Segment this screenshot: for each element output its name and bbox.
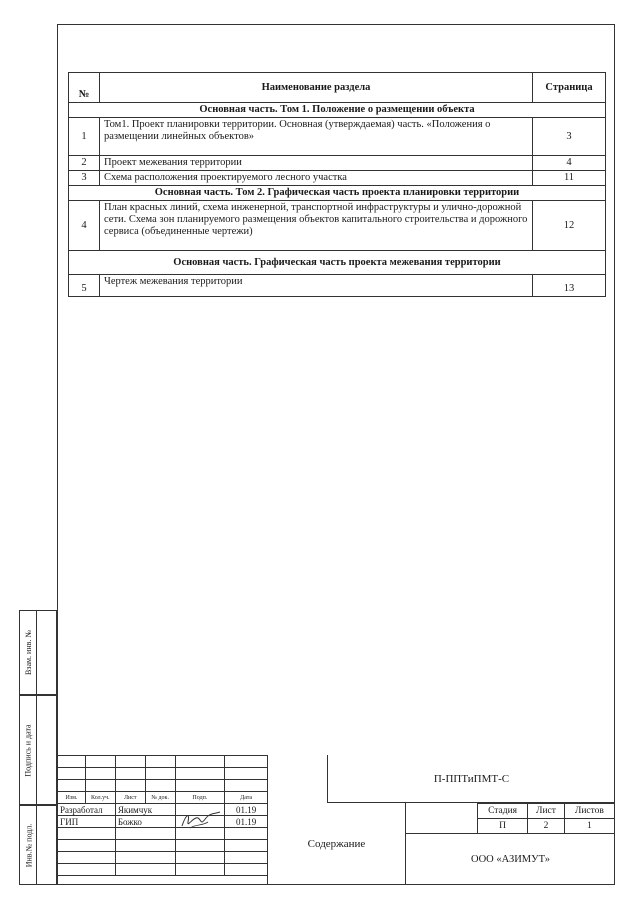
side-strip-podpis — [19, 695, 57, 805]
razrabotal-date: 01.19 — [225, 804, 268, 816]
gip-role: ГИП — [58, 816, 116, 828]
section-title: Основная часть. Том 1. Положение о размещении объекта — [69, 103, 606, 118]
row-page: 12 — [533, 201, 606, 251]
row-name: Проект межевания территории — [100, 156, 533, 171]
signature-cell — [175, 816, 225, 828]
signature-icon — [178, 808, 224, 832]
stadia-label: Стадия — [478, 804, 528, 819]
col-podp: Подп. — [175, 792, 225, 804]
header-name: Наименование раздела — [100, 73, 533, 103]
table-row — [69, 275, 606, 297]
col-data: Дата — [225, 792, 268, 804]
inv-label: Инв.№ подл. — [24, 823, 33, 867]
header-row — [69, 73, 606, 103]
row-page: 13 — [533, 275, 606, 297]
stage-block — [477, 803, 615, 834]
row-name: Схема расположения проектируемого лесного участка — [100, 171, 533, 186]
document-code: П-ППТиПМТ-С — [327, 755, 615, 803]
row-num: 5 — [69, 275, 100, 297]
gip-name: Божко — [115, 816, 175, 828]
table-row — [69, 171, 606, 186]
listov-label: Листов — [564, 804, 614, 819]
row-page: 4 — [533, 156, 606, 171]
stadia-value: П — [478, 819, 528, 834]
row-page: 3 — [533, 118, 606, 156]
row-name: Чертеж межевания территории — [100, 275, 533, 297]
header-num: № — [69, 73, 100, 103]
col-kol: Кол.уч. — [85, 792, 115, 804]
col-ndok: № док. — [145, 792, 175, 804]
section-title: Основная часть. Графическая часть проекта межевания территории — [69, 251, 606, 275]
contents-table — [68, 72, 606, 297]
list-label: Лист — [528, 804, 565, 819]
stage-spacer — [405, 803, 477, 833]
razrabotal-role: Разработал — [58, 804, 116, 816]
table-row — [69, 201, 606, 251]
side-strip-vzam — [19, 610, 57, 695]
revision-grid — [57, 755, 268, 876]
organization-name: ООО «АЗИМУТ» — [405, 833, 615, 885]
row-page: 11 — [533, 171, 606, 186]
razrabotal-name: Якимчук — [115, 804, 175, 816]
row-num: 2 — [69, 156, 100, 171]
gip-date: 01.19 — [225, 816, 268, 828]
section-row — [69, 186, 606, 201]
side-strip-inv — [19, 805, 57, 885]
listov-value: 1 — [564, 819, 614, 834]
col-izm: Изм. — [58, 792, 86, 804]
row-num: 1 — [69, 118, 100, 156]
row-num: 3 — [69, 171, 100, 186]
title-block — [57, 755, 615, 885]
podpis-label: Подпись и дата — [24, 723, 33, 777]
row-name: План красных линий, схема инженерной, транспортной инфраструктуры и улично-дорожной сети. Схема зон планируемого размещения объектов капитального строительства и дорожного сервиса (объединенные чертежи) — [100, 201, 533, 251]
section-row — [69, 103, 606, 118]
table-row — [69, 156, 606, 171]
list-value: 2 — [528, 819, 565, 834]
header-page: Страница — [533, 73, 606, 103]
sheet-title: Содержание — [267, 803, 405, 885]
row-num: 4 — [69, 201, 100, 251]
section-row — [69, 251, 606, 275]
section-title: Основная часть. Том 2. Графическая часть проекта планировки территории — [69, 186, 606, 201]
vzam-label: Взам. инв. № — [24, 629, 33, 676]
table-row — [69, 118, 606, 156]
col-list: Лист — [115, 792, 145, 804]
row-name: Том1. Проект планировки территории. Основная (утверждаемая) часть. «Положения о размещении линейных объектов» — [100, 118, 533, 156]
